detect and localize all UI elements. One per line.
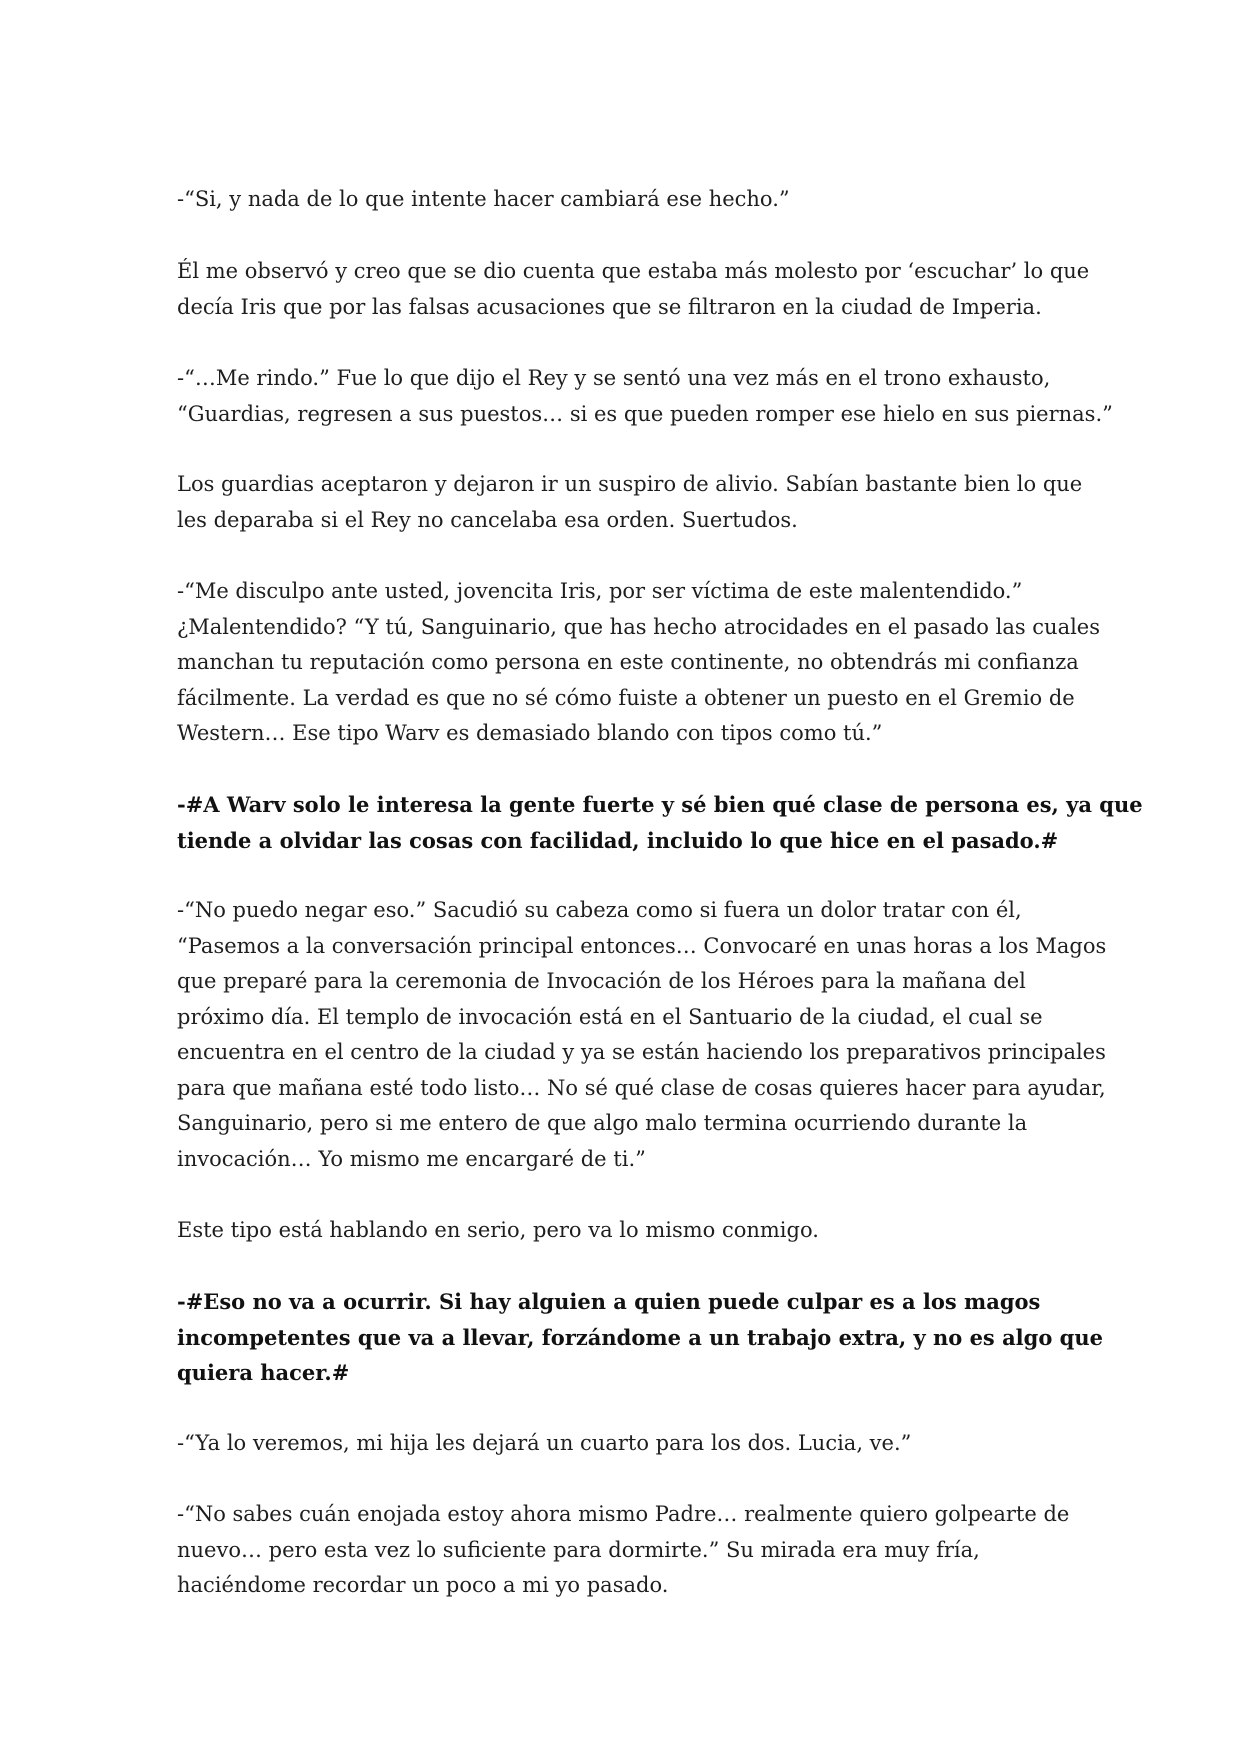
paragraph bbox=[177, 1497, 1077, 1604]
text-line: manchan tu reputación como persona en este continente, no obtendrás mi confianza bbox=[177, 650, 1079, 674]
paragraph bbox=[177, 254, 1090, 325]
text-line: Este tipo está hablando en serio, pero va lo mismo conmigo. bbox=[177, 1218, 819, 1242]
text-line: -“Ya lo veremos, mi hija les dejará un cuarto para los dos. Lucia, ve.” bbox=[177, 1431, 912, 1455]
text-line: decía Iris que por las falsas acusaciones que se filtraron en la ciudad de Imperia. bbox=[177, 294, 1042, 319]
text-line: fácilmente. La verdad es que no sé cómo fuiste a obtener un puesto en el Gremio de bbox=[177, 685, 1075, 710]
text-line: les deparaba si el Rey no cancelaba esa orden. Suertudos. bbox=[177, 507, 798, 532]
paragraph bbox=[177, 893, 1107, 1177]
text-line: para que mañana esté todo listo… No sé qué clase de cosas quieres hacer para ayudar, bbox=[177, 1075, 1106, 1100]
text-line: Sanguinario, pero si me entero de que algo malo termina ocurriendo durante la bbox=[177, 1111, 1028, 1135]
text-line: próximo día. El templo de invocación está en el Santuario de la ciudad, el cual se bbox=[177, 1004, 1043, 1029]
paragraph bbox=[177, 1213, 1077, 1249]
paragraph bbox=[177, 182, 1077, 218]
text-line: -“No puedo negar eso.” Sacudió su cabeza como si fuera un dolor tratar con él, bbox=[177, 898, 1022, 922]
paragraph bbox=[177, 361, 1113, 432]
text-line: -“No sabes cuán enojada estoy ahora mismo Padre… realmente quiero golpearte de bbox=[177, 1502, 1070, 1526]
text-line: Western… Ese tipo Warv es demasiado blando con tipos como tú.” bbox=[177, 721, 883, 745]
text-line: incompetentes que va a llevar, forzándome a un trabajo extra, y no es algo que bbox=[177, 1324, 1103, 1350]
text-line: ¿Malentendido? “Y tú, Sanguinario, que has hecho atrocidades en el pasado las cuales bbox=[177, 614, 1101, 639]
text-line: invocación… Yo mismo me encargaré de ti.” bbox=[177, 1146, 646, 1171]
text-line: -“Si, y nada de lo que intente hacer cambiará ese hecho.” bbox=[177, 187, 790, 211]
text-line: -“Me disculpo ante usted, jovencita Iris, por ser víctima de este malentendido.” bbox=[177, 579, 1023, 603]
text-line: -#Eso no va a ocurrir. Si hay alguien a quien puede culpar es a los magos bbox=[177, 1289, 1041, 1314]
paragraph bbox=[177, 574, 1101, 752]
bold-paragraph bbox=[177, 1284, 1103, 1391]
paragraph bbox=[177, 1426, 1077, 1462]
text-line: quiera hacer.# bbox=[177, 1360, 350, 1385]
text-line: Él me observó y creo que se dio cuenta que estaba más molesto por ‘escuchar’ lo que bbox=[177, 259, 1090, 283]
text-line: tiende a olvidar las cosas con facilidad, incluido lo que hice en el pasado.# bbox=[177, 827, 1059, 853]
text-line: nuevo… pero esta vez lo suficiente para dormirte.” Su mirada era muy fría, bbox=[177, 1537, 980, 1562]
text-line: encuentra en el centro de la ciudad y ya se están haciendo los preparativos principales bbox=[177, 1040, 1106, 1064]
text-line: -“…Me rindo.” Fue lo que dijo el Rey y se sentó una vez más en el trono exhausto, bbox=[177, 366, 1051, 390]
text-line: “Guardias, regresen a sus puestos… si es que pueden romper ese hielo en sus piernas.” bbox=[177, 401, 1113, 426]
text-line: Los guardias aceptaron y dejaron ir un suspiro de alivio. Sabían bastante bien lo que bbox=[177, 472, 1083, 496]
bold-paragraph bbox=[177, 787, 1143, 858]
paragraph bbox=[177, 467, 1083, 538]
text-line: -#A Warv solo le interesa la gente fuerte y sé bien qué clase de persona es, ya que bbox=[177, 792, 1143, 817]
text-line: haciéndome recordar un poco a mi yo pasado. bbox=[177, 1573, 669, 1597]
text-line: que preparé para la ceremonia de Invocación de los Héroes para la mañana del bbox=[177, 969, 1026, 993]
text-line: “Pasemos a la conversación principal entonces… Convocaré en unas horas a los Magos bbox=[177, 933, 1107, 958]
